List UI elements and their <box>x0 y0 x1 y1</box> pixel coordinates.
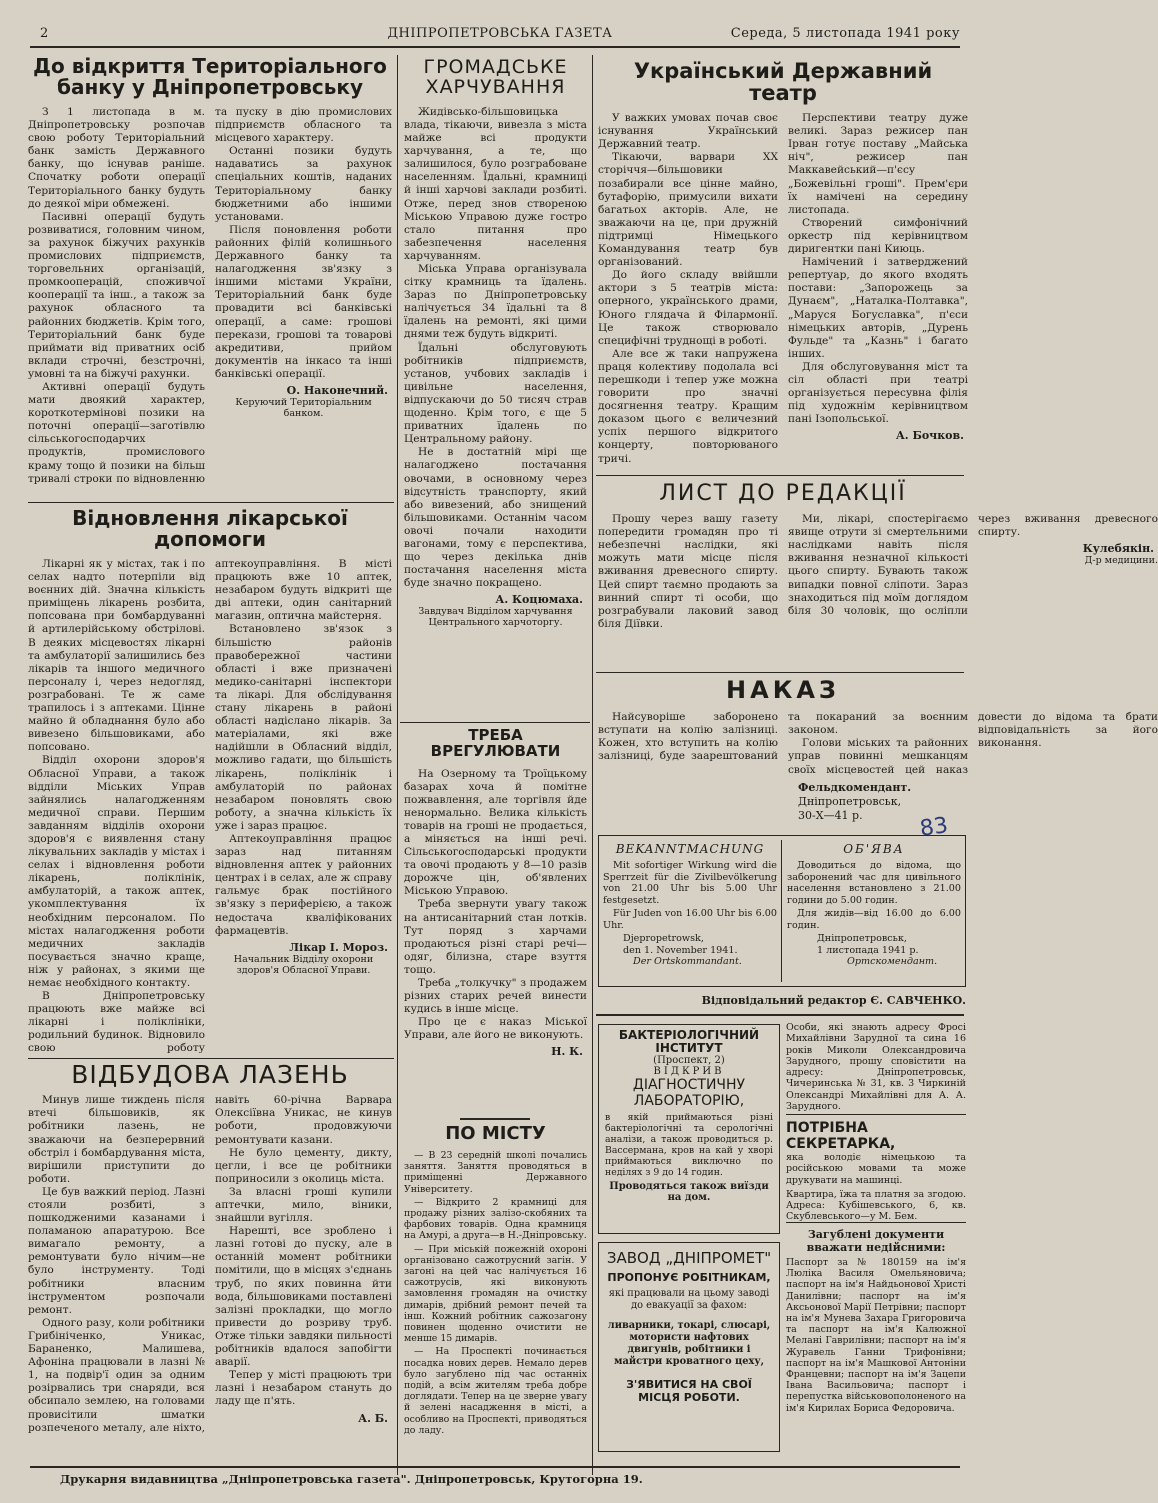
divider <box>596 1014 964 1016</box>
paragraph: Перспективи театру дуже великі. Зараз режисер пан Ірван готує поставу „Майська ніч", режисер пан Маккавейський—п'єсу „Божевільні гроші". Прем'єри їх намічені на середину листопада. <box>788 112 968 216</box>
article-theatre <box>598 60 968 475</box>
bekanntmachung-body <box>603 860 777 968</box>
article-baths-title: ВІДБУДОВА ЛАЗЕНЬ <box>71 1060 349 1089</box>
article-city-title: ПО МІСТУ <box>445 1123 546 1144</box>
order <box>598 676 1158 828</box>
ad-lab-title: БАКТЕРІОЛОГІЧНИЙ ІНСТИТУТ <box>618 1028 760 1055</box>
ad-lab-body: в якій приймаються різні бактеріологічні та серологічні аналізи, а також проводиться р. Вассермана, кров на кай у хворі приймаються виключно по неділях з 9 до 14 годин. <box>605 1112 773 1178</box>
paper-name: ДНІПРОПЕТРОВСЬКА ГАЗЕТА <box>387 26 613 41</box>
ad-lab-footer: Проводяться також виїзди на дом. <box>609 1181 769 1203</box>
signature: А. Коцюмаха. <box>495 593 583 607</box>
signature-title: Завдувач Відділом харчування Центрального харчоторгу. <box>418 606 573 629</box>
paragraph: Голови міських та районних управ повинні мешканцям своїх місцевостей цей наказ довести до відома та брати відповідальність за його виконання. <box>788 711 1158 776</box>
notice-line: Ортскомендант. <box>847 956 938 967</box>
paragraph: Ми, лікарі, спостерігаємо явище отрути зі смертельними наслідками навіть після вживання незначної кількості цього спирту. Бувають також випадки повної сліпоти. Зараз знаходиться під моїм доглядом біля 30 чоловік, що осліпли через вживання древесного спирту. <box>788 513 1158 617</box>
article-medical-body <box>28 558 392 1068</box>
ad-secretary-details: Квартира, їжа та платня за згодою. Адреса: Кубішевського, 6, кв. Скублевського—у М. Бем. <box>786 1188 966 1223</box>
handwritten-mark: 83 <box>918 813 950 842</box>
article-baths <box>28 1062 392 1457</box>
article-food-body <box>404 106 587 590</box>
divider <box>786 1222 966 1223</box>
paragraph: У важких умовах почав своє існування Український Державний театр. <box>598 112 778 151</box>
article-baths-body <box>28 1094 392 1444</box>
announcement-title: ОБ'ЯВА <box>843 842 905 856</box>
paragraph: Намічений і затверджений репертуар, до якого входять постави: „Запорожець за Дунаєм", „Наталка-Полтавка", „Маруся Богуславка", п'єси німецьких авторів, „Дурень Фульде" та „Казнь" і багато інших. <box>788 256 968 360</box>
paragraph: Встановлено зв'язок з більшістю районів правобережної частини області і вже призначені медико-санітарні інспектори та лікарі. Для обслідування стану лікарень в районі області надіслано лікарів. За матеріалами, які вже надійшли в Обласний відділ, можливо гадати, що більшість лікарень, поліклінік і амбулаторій по районах незабаром поновлять свою роботу, а значна кількість їх уже і зараз працює. <box>215 623 392 832</box>
ad-search <box>786 1022 966 1112</box>
ad-secretary-text: яка володіє німецькою та російською мовами та може друкувати на машинці. <box>786 1152 966 1186</box>
signature-title: Начальник Відділу охорони здоров'я Обласної Управи. <box>233 953 374 976</box>
signature: Кулебякін. <box>1082 542 1154 556</box>
paragraph: Створений симфонічний оркестр під керівництвом диригентки пані Киюць. <box>788 216 968 256</box>
paragraph: Але все ж таки напружена праця колективу подолала всі перешкоди і тепер уже можна говорити про значні досягнення театру. Кращим доказом цього є величезний успіх першого відкритого концерту, повторюваного тричі. <box>598 347 778 465</box>
signature: А. Б. <box>358 1411 388 1425</box>
ad-lab <box>598 1024 780 1234</box>
paragraph: За власні гроші купили аптечки, мило, віники, знайшли вугілля. <box>215 1185 392 1225</box>
news-item: — В 23 середній школі почались заняття. Заняття проводяться в приміщенні Державного Університету. <box>404 1149 587 1195</box>
signature: О. Наконечний. <box>286 383 388 397</box>
news-item: — При міській пожежній охороні організовано сажотрусний загін. У загоні на цей час налічується 16 сажотрусів, які виконують замовлення громадян на очистку димарів, дрібний ремонт печей та інш. Кожний робітник сажозагону повинен щоденно очистити не менше 15 димарів. <box>404 1243 587 1345</box>
paragraph: З 1 листопада в м. Дніпропетровську розпочав свою роботу Територіальний банк замість Державного банку, що існував раніше. Спочатку роботи операції Територіального банку будуть до деякої міри обмежені. <box>28 106 205 210</box>
divider <box>786 1114 966 1115</box>
ad-lab-address: (Проспект, 2) <box>653 1055 725 1066</box>
paragraph: Міська Управа організувала сітку крамниць та їдалень. Зараз по Дніпропетровську налічується 34 їдальні та 8 їдалень на ремонті, які цими днями теж будуть відкриті. <box>404 263 587 341</box>
paragraph: Треба звернути увагу також на антисанітарний стан лотків. Тут поряд з харчами продаються різні старі речі—одяг, білизна, старе взуття тощо. <box>404 898 587 976</box>
signature: А. Бочков. <box>895 429 964 443</box>
bekanntmachung-title: BEKANNTMACHUNG <box>615 842 765 856</box>
notice-line: Der Ortskommandant. <box>633 956 742 967</box>
article-regulate-title: ТРЕБА ВРЕГУЛЮВАТИ <box>430 726 561 760</box>
order-body <box>598 711 1158 781</box>
signature: Лікар І. Мороз. <box>289 940 388 954</box>
paragraph: Нарешті, все зроблено і лазні готові до пуску, але в останній момент робітники помітили, що в місцях з'єднань труб, по яких повинна йти вода, більшовиками поставлені залізні прокладки, що могло привести до розриву труб. Отже тільки завдяки пильності робітників вдалося запобігти аварії. <box>215 1225 392 1369</box>
column-rule <box>592 55 593 1475</box>
paragraph: Аптекоуправління працює зараз над питанням відновлення аптек у районних центрах і в селах, але ж справу гальмує брак постійного зв'язку з периферією, а також недостача кваліфікованих фармацевтів. <box>215 832 392 937</box>
ad-lab-name: ДІАГНОСТИЧНУ ЛАБОРАТОРІЮ, <box>632 1077 746 1109</box>
paragraph: До його складу ввійшли актори з 5 театрів міста: оперного, українського драми, Юного глядача й Філармонії. Це також створювало специфічні труднощі в роботі. <box>598 269 778 347</box>
notice-box <box>598 835 966 987</box>
ad-search-text: Особи, які знають адресу Фросі Михайлівни Зарудної та сина 16 років Миколи Олександровича Зарудного, прошу сповістити на адресу: Дніпропетровськ, Чичеринська № 31, кв. 3 Чиркиній Олександрі Михайлівні для А. А. Зарудного. <box>786 1022 966 1113</box>
order-title: НАКАЗ <box>726 676 840 704</box>
issue-date: Середа, 5 листопада 1941 року <box>730 26 960 41</box>
news-item: — Відкрито 2 крамниці для продажу різних залізо-скобяних та фарбових товарів. Одна крамниця на Амурі, а друга—в Н.-Дніпровську. <box>404 1196 587 1242</box>
notice-line: 1 листопада 1941 р. <box>817 944 919 956</box>
news-item: — На Проспекті починається посадка нових дерев. Немало дерев було загублено під час останніх подій, а всім жителям треба добре доглядати. Тепер на це зверне увагу й зелені насадження в місті, а особливо на Проспекті, приводяться до ладу. <box>404 1346 587 1436</box>
paragraph: Після поновлення роботи районних філій колишнього Державного банку та налагодження зв'язку з іншими містами України, Територіальний банк буде провадити всі банківські операції, а саме: грошові перекази, грошові та товарові акредитиви, прийом документів на інкасо та інші банківські операції. <box>215 223 392 380</box>
ad-factory-subtitle: ПРОПОНУЄ РОБІТНИКАМ, <box>607 1271 771 1284</box>
article-letter-body <box>598 513 1158 638</box>
ad-factory-body: які працювали на цьому заводі до евакуації за фахом: <box>608 1288 770 1311</box>
place: Дніпропетровськ, <box>798 795 902 809</box>
paragraph: На Озерному та Троїцькому базарах хоча й помітне пожвавлення, але торгівля йде ненормально. Велика кількість товарів на гроші не продається, а міняється на інші речі. Сільськогосподарські продукти та овочі продають у 8—10 разів дорожче цін, об'явлених Міською Управою. <box>404 767 587 898</box>
article-letter <box>598 481 1158 672</box>
notice-line: den 1. November 1941. <box>623 944 738 956</box>
article-food-title: ГРОМАДСЬКЕ ХАРЧУВАННЯ <box>423 56 568 98</box>
page-number: 2 <box>40 26 49 41</box>
article-bank <box>28 56 392 501</box>
paragraph: Не було цементу, дикту, цегли, і все це робітники поприносили з околиць міста. <box>215 1146 392 1185</box>
footer-rule <box>30 1466 960 1468</box>
divider <box>28 1058 394 1059</box>
divider <box>781 840 782 982</box>
divider <box>28 502 394 503</box>
notice-line: Дніпропетровськ, <box>817 933 907 944</box>
ad-secretary <box>786 1120 966 1223</box>
article-letter-title: ЛИСТ ДО РЕДАКЦІЇ <box>659 481 907 506</box>
notice-line: Djepropetrowsk, <box>623 933 704 944</box>
signature: Н. К. <box>551 1045 583 1059</box>
imprint: Друкарня видавництва „Дніпропетровська газета". Дніпропетровськ, Крутогорна 19. <box>60 1472 643 1486</box>
article-theatre-body <box>598 112 968 467</box>
ad-lost-title: Загублені документи вважати недійсними: <box>806 1228 946 1254</box>
paragraph: Одного разу, коли робітники Грибініченко, Уникас, Бараненко, Малишева, Афоніна працювали в лазні № 1, на подвір'ї один за одним розірвались три снаряди, вся обсипало землею, на головами провисітили шматки розпеченого металу, але ніхто, навіть 60-річна Варвара Олексіївна Уникас, не кинув роботи, продовжуючи ремонтувати казани. <box>28 1094 392 1434</box>
ad-lab-opened: ВІДКРИВ <box>653 1066 725 1077</box>
paragraph: Про це є наказ Міської Управи, але його не виконують. <box>404 1016 587 1042</box>
article-medical-title: Відновлення лікарської допомоги <box>72 506 348 551</box>
paragraph: Минув лише тиждень після втечі більшовиків, як робітники лазень, не зважаючи на безперервний обстріл і бомбардування міста, вирішили приступити до роботи. <box>28 1094 205 1185</box>
paragraph: Активні операції будуть мати двоякий характер, короткотермінові позики на поточні операції—заготівлю сільськогосподарчих продуктів, промислового крамy тощо й позики на більш тривалі строки по відновленню та пуску в дію промислових підприємств обласного та місцевого характеру. <box>28 106 392 485</box>
bekanntmachung <box>603 842 777 982</box>
paragraph: Для обслуговування міст та сіл області при театрі організується пересувна філія під художнім керівництвом пані Ізопольської. <box>788 360 968 426</box>
ad-lost-text: Паспорт за № 180159 на ім'я Люліка Василя Омельяновича; паспорт на ім'я Найдьонової Христі Данилівни; паспорт на ім'я Аксьонової Марії Петрівни; паспорт на ім'я Мунева Захара Григоровича та паспорт на ім'я Калюжної Мелані Гаврилівни; паспорт на ім'я Журавель Ганни Трифонівни; паспорт на ім'я Машкової Антоніни Францевни; паспорт на ім'я Зацепи Івана Васильовича; паспорт і перепустка військовополоненого на ім'я Кирилах Бориса Федоровича. <box>786 1257 966 1414</box>
divider <box>596 475 964 476</box>
ad-factory-title: ЗАВОД „ДНІПРОМЕТ" <box>606 1249 772 1267</box>
paragraph: Лікарні як у містах, так і по селах надто потерпіли від воєнних дій. Значна кількість приміщень лікарень розбита, попсована при бомбардуванні й артилерійському обстрілові. В деяких місцевостях лікарні та амбулаторії залишились без лікарів та іншого медичного персоналу і, через недогляд, розграбовані. Те ж саме трапилось і з аптеками. Цінне майно й обладнання було або вивезено більшовиками, або попсовано. <box>28 558 205 754</box>
divider <box>460 1118 530 1120</box>
paragraph: В Дніпропетровську працюють вже майже всі лікарні і поліклініки, родильний будинок. Відновило свою роботу аптекоуправління. В місті працюють вже 10 аптек, незабаром будуть відкриті ще дві аптеки, один санітарний магазин, оптична майстерня. <box>28 558 392 1055</box>
ad-factory-trades: ливарники, токарі, слюсарі, мотористи нафтових двигунів, робітники і майстри кроватного цеху, <box>607 1320 771 1367</box>
editor-line: Відповідальний редактор Є. САВЧЕНКО. <box>701 994 966 1007</box>
paragraph: Найсуворіше заборонено вступати на колію залізниці. Кожен, хто вступить на колію залізниці, буде заарештований та покараний за воєнним законом. <box>598 711 968 763</box>
column-rule <box>397 55 398 1475</box>
article-bank-body <box>28 106 392 491</box>
announcement <box>787 842 961 982</box>
paragraph: Їдальні обслуговують робітників підприємств, установ, учбових закладів і цивільне населення, відпускаючи до 50 тисяч страв щоденно. Крім того, є ще 5 приватних їдалень по Центральному району. <box>404 341 587 446</box>
article-theatre-title: Український Державний театр <box>633 59 933 106</box>
signature: Фельдкомендант. <box>798 781 912 795</box>
article-regulate <box>404 728 587 1118</box>
paragraph: Не в достатній мірі ще налагоджено постачання овочами, в основному через відсутність транспорту, який або вивезений, або знищений більшовиками. Останнім часом овочі почали находити вагонами, тому є перспектива, що через декілька днів постачання населення міста буде значно покращено. <box>404 446 587 590</box>
notice-line: Mit sofortiger Wirkung wird die Sperrzeit für die Zivilbevölkerung von 21.00 Uhr bis 5.00 Uhr festgesetzt. <box>603 860 777 906</box>
paragraph: Останні позики будуть надаватись за рахунок спеціальних коштів, наданих Територіальному банку бюджетними або іншими установами. <box>215 145 392 223</box>
article-bank-title: До відкриття Територіального банку у Дніпропетровську <box>33 54 387 99</box>
ad-factory-footer: З'ЯВИТИСЯ НА СВОЇ МІСЦЯ РОБОТИ. <box>626 1378 752 1404</box>
article-city <box>404 1125 587 1460</box>
ad-secretary-title: ПОТРІБНА СЕКРЕТАРКА, <box>786 1120 896 1152</box>
paragraph: Треба „толкучку" з продажем різних старих речей винести кудись в інше місце. <box>404 977 587 1016</box>
announcement-body <box>787 860 961 968</box>
paragraph: Це був важкий період. Лазні стояли розбиті, з пошкодженими казанами і поламаною апаратурою. Все вимагало ремонту, а ремонтувати було нічим—не було інструменту. Тоді робітники власним інструментом розпочали ремонт. <box>28 1185 205 1316</box>
header-rule <box>30 46 960 48</box>
date: 30-Х—41 р. <box>798 809 863 823</box>
ad-factory <box>598 1242 780 1452</box>
article-medical <box>28 508 392 1056</box>
notice-line: Для жидів—від 16.00 до 6.00 годин. <box>787 908 961 931</box>
notice-line: Доводиться до відома, що заборонений час для цивільного населення встановлено з 21.00 години до 5.00 годин. <box>787 860 961 906</box>
article-food <box>404 58 587 720</box>
divider <box>596 672 964 673</box>
signature-title: Керуючий Територіальним банком. <box>235 397 372 420</box>
article-city-body <box>404 1150 587 1436</box>
notice-line: Für Juden von 16.00 Uhr bis 6.00 Uhr. <box>603 908 777 931</box>
paragraph: Прошу через вашу газету попередити громадян про ті небезпечні наслідки, які можуть мати місце після вживання древесного спирту. Цей спирт таємно продають за винний спирт ті особи, що розграбували лаковий завод біля Діївки. <box>598 513 778 630</box>
divider <box>400 722 590 723</box>
ad-lost-documents <box>786 1228 966 1458</box>
paragraph: Пасивні операції будуть розвиватися, головним чином, за рахунок біжучих рахунків промислових підприємств, торговельних організацій, промкооперацій, споживчої кооперації та інш., а також за рахунок обласного та районних бюджетів. Крім того, Територіальний банк буде приймати від приватних осіб вклади строчні, безстрочні, умовні та на біжучі рахунки. <box>28 210 205 380</box>
paragraph: Відділ охорони здоров'я Обласної Управи, а також відділи Міських Управ зайнялись налагодженням медичної справи. Першим завданням відділів охорони здоров'я є виявлення стану лікувальних закладів у містах і селах і відновлення роботи лікарень, поліклінік, амбулаторій, а також аптек, укомплектування їх необхідним персоналом. По містах налагодження роботи медичних закладів посувається значно краще, ніж у районах, з якими ще немає необхідного контакту. <box>28 754 205 989</box>
paragraph: Тікаючи, варвари XX сторіччя—більшовики позабирали все цінне майно, бутафорію, примусили вихати багатьох акторів. Але, не зважаючи на це, при дружній підтримці Німецького Командування театр був організований. <box>598 151 778 269</box>
paragraph: Тепер у місті працюють три лазні і незабаром стануть до ладу ще п'ять. <box>215 1369 392 1408</box>
article-regulate-body <box>404 768 587 1043</box>
signature-title: Д-р медицини. <box>1084 555 1158 567</box>
paragraph: Жидівсько-більшовицька влада, тікаючи, вивезла з міста майже всі продукти харчування, а те, що залишилося, було розграбоване населенням. Їдальні, крамниці й інші харчові заклади розбиті. Отже, перед знов створеною Міською Управою дуже гостро стало питання про забезпечення населення харчуванням. <box>404 105 587 262</box>
